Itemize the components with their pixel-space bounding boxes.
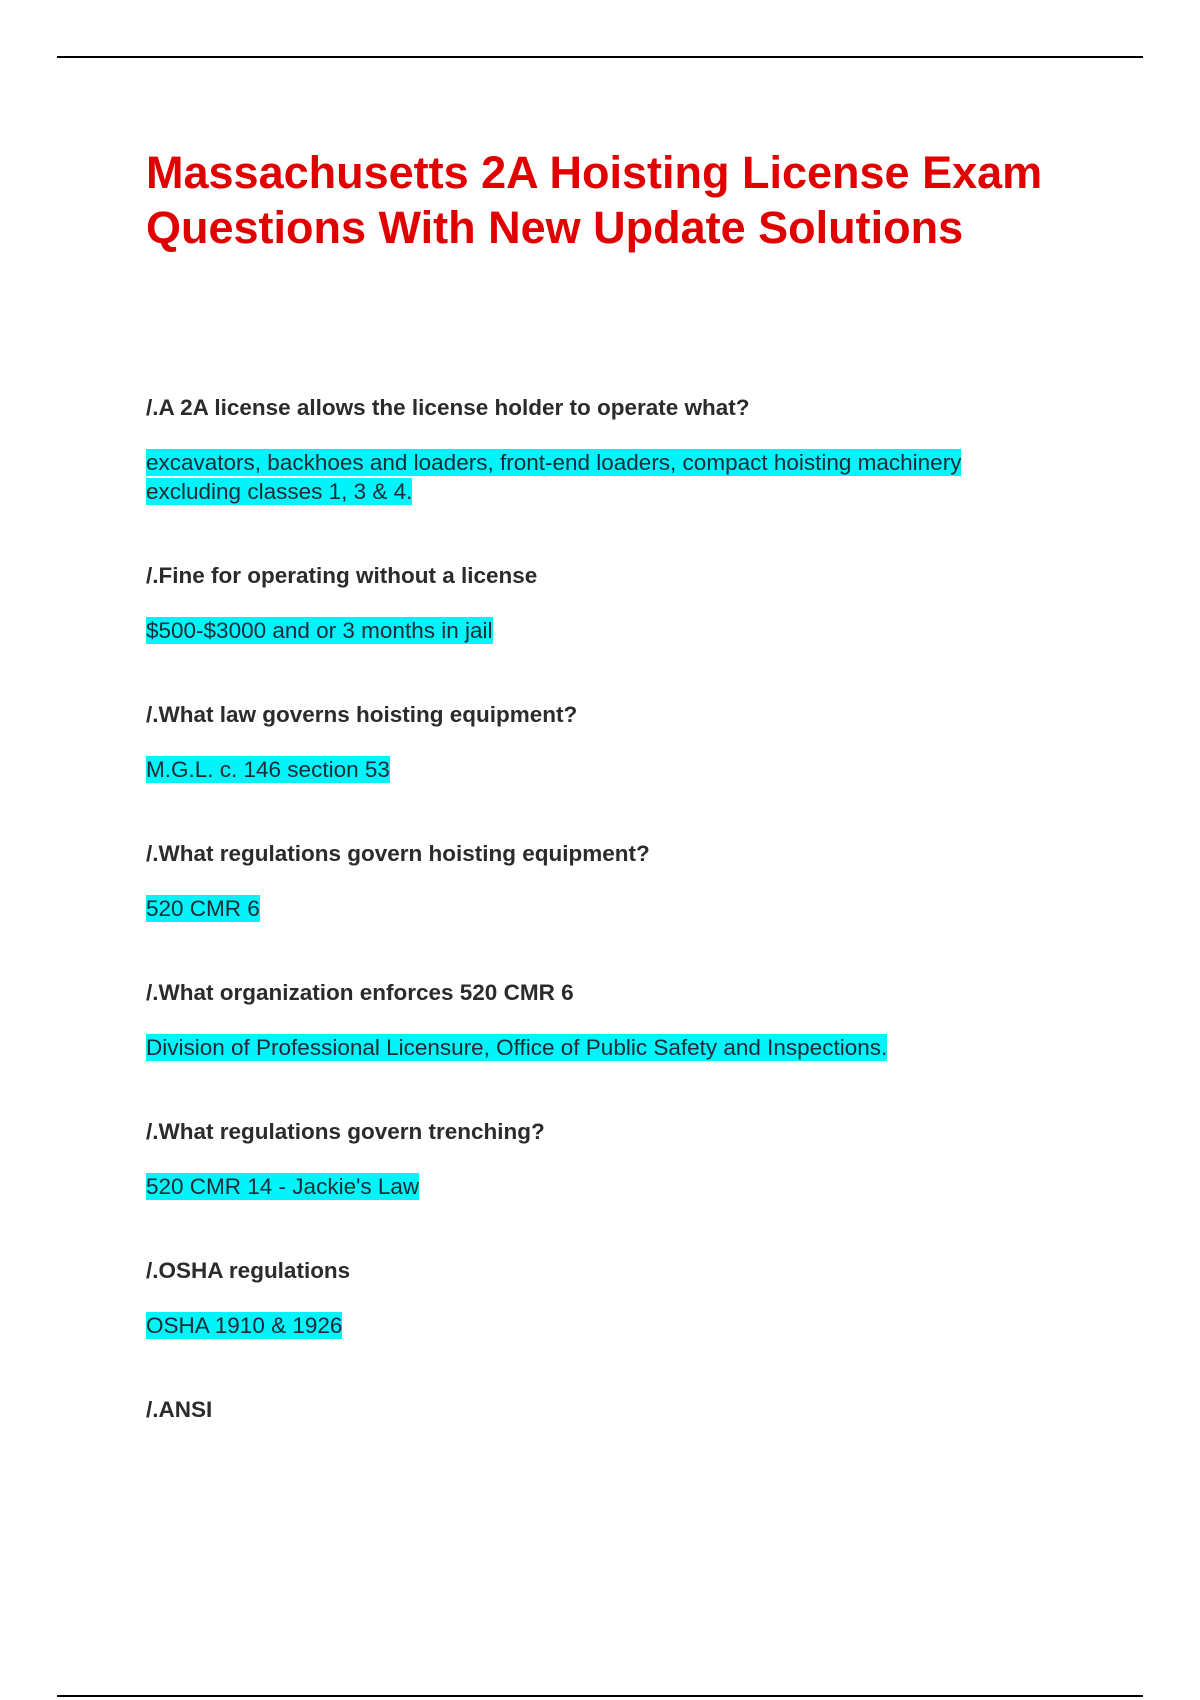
question-text: /.What organization enforces 520 CMR 6: [146, 980, 574, 1005]
question-text: /.What regulations govern trenching?: [146, 1119, 545, 1144]
qa-item: [146, 701, 1046, 840]
question-text: /.OSHA regulations: [146, 1258, 351, 1283]
answer-text: [146, 448, 1046, 506]
answer-highlight: $500-$3000 and or 3 months in jail: [146, 618, 493, 643]
answer-highlight: excavators, backhoes and loaders, front-end loaders, compact hoisting machinery excluding classes 1, 3 & 4.: [146, 450, 962, 504]
question-text: /.ANSI: [146, 1397, 213, 1422]
qa-item: [146, 840, 1046, 979]
answer-highlight: 520 CMR 14 - Jackie's Law: [146, 1174, 420, 1199]
answer-text: [146, 1172, 1046, 1201]
question-text: /.What law governs hoisting equipment?: [146, 702, 578, 727]
answer-highlight: OSHA 1910 & 1926: [146, 1313, 343, 1338]
answer-text: [146, 1311, 1046, 1340]
answer-highlight: Division of Professional Licensure, Office of Public Safety and Inspections.: [146, 1035, 888, 1060]
qa-item: [146, 394, 1046, 562]
answer-text: [146, 1033, 1046, 1062]
top-rule: [57, 56, 1143, 58]
qa-item: [146, 1396, 1046, 1424]
qa-item: [146, 1257, 1046, 1396]
answer-highlight: 520 CMR 6: [146, 896, 260, 921]
question-text: /.A 2A license allows the license holder to operate what?: [146, 395, 750, 420]
answer-text: [146, 894, 1046, 923]
document-title: Massachusetts 2A Hoisting License Exam Questions With New Update Solutions: [146, 147, 1043, 253]
qa-item: [146, 562, 1046, 701]
question-text: /.What regulations govern hoisting equipment?: [146, 841, 650, 866]
qa-list: [146, 394, 1046, 1424]
question-text: /.Fine for operating without a license: [146, 563, 538, 588]
answer-text: [146, 616, 1046, 645]
answer-text: [146, 755, 1046, 784]
qa-item: [146, 1118, 1046, 1257]
bottom-rule: [57, 1695, 1143, 1697]
answer-highlight: M.G.L. c. 146 section 53: [146, 757, 390, 782]
qa-item: [146, 979, 1046, 1118]
